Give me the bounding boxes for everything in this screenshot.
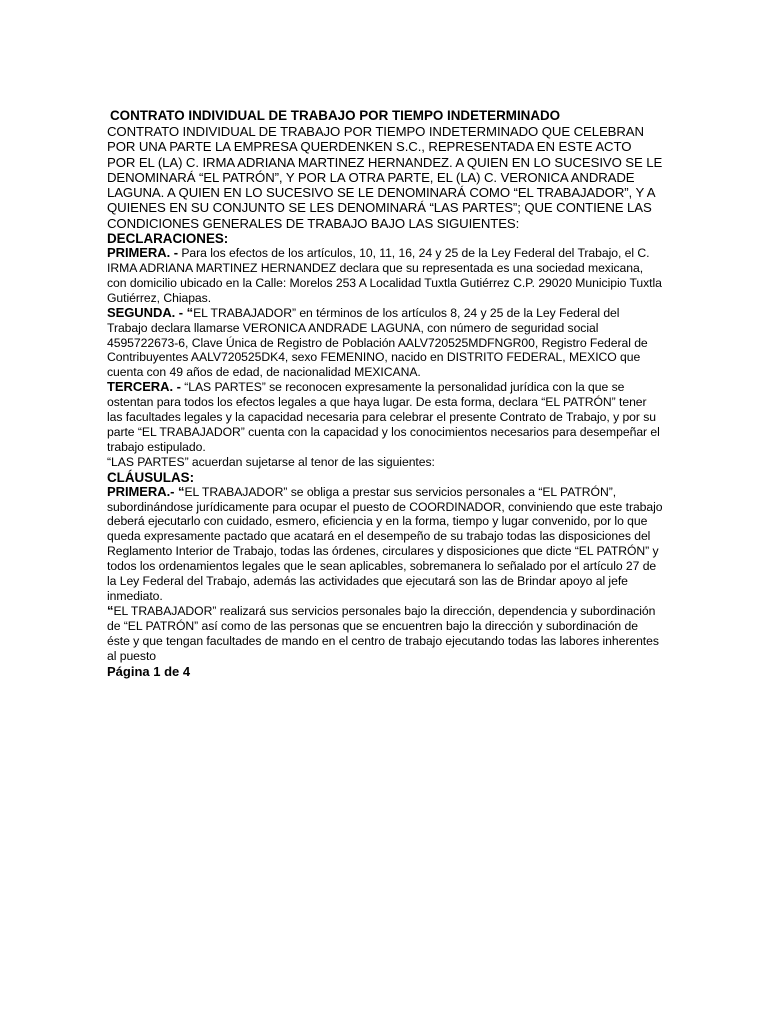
clausulas-heading: CLÁUSULAS: [107,469,195,485]
declaracion-primera [107,246,663,306]
clausula-second-text: EL TRABAJADOR” realizará sus servicios personales bajo la dirección, dependencia y subordinación de “EL PATRÓN” así como de las personas que se encuentren bajo la dirección y subordinación de éste y que tengan facultades de mando en el centro de trabajo ejecutando todas las labores inherentes al puesto [107,603,659,663]
declaracion-segunda-label: SEGUNDA. - “ [107,304,194,320]
clausula-second-lead: “ [107,602,114,618]
declaracion-tercera-text: “LAS PARTES” se reconocen expresamente la personalidad jurídica con la que se ostentan para todos los efectos legales a que haya lugar. De esta forma, declara “EL PATRÓN” tener las facultades legales y la capacidad necesaria para celebrar el presente Contrato de Trabajo, y por su parte “EL TRABAJADOR” cuenta con la capacidad y los conocimientos necesarios para desempeñar el trabajo estipulado. [107,380,660,454]
declaracion-tercera [107,380,663,455]
declaracion-primera-text: Para los efectos de los artículos, 10, 11, 16, 24 y 25 de la Ley Federal del Trabajo, el C. IRMA ADRIANA MARTINEZ HERNANDEZ declara que su representada es una sociedad mexicana, con domicilio ubicado en la Calle: Morelos 253 A Localidad Tuxtla Gutiérrez C.P. 29020 Municipio Tuxtla Gutiérrez, Chiapas. [107,246,662,305]
clausula-primera-text: EL TRABAJADOR” se obliga a prestar sus servicios personales a “EL PATRÓN”, subordinándose jurídicamente para ocupar el puesto de COORDINADOR, conviniendo que este trabajo deberá ejecutarlo con cuidado, esmero, eficiencia y en la forma, tiempo y lugar convenido, por lo que queda expresamente pactado que acatará en el desempeño de su trabajo todas las disposiciones del Reglamento Interior de Trabajo, todas las órdenes, circulares y disposiciones que dicte “EL PATRÓN” y todos los ordenamientos legales que le sean aplicables, sobremanera lo señalado por el artículo 27 de la Ley Federal del Trabajo, además las actividades que ejecutará son las de Brindar apoyo al jefe inmediato. [107,484,663,604]
clausula-primera [107,485,663,604]
declaraciones-heading: DECLARACIONES: [107,231,229,247]
page-number: Página 1 de 4 [107,663,191,679]
clausula-second-paragraph [107,604,663,664]
declaracion-primera-label: PRIMERA. - [107,245,179,261]
declaracion-tercera-label: TERCERA. - [107,379,181,395]
declaraciones-closing: “LAS PARTES” acuerdan sujetarse al tenor de las siguientes: [107,454,435,469]
clausula-primera-label: PRIMERA.- “ [107,483,185,499]
document-title: CONTRATO INDIVIDUAL DE TRABAJO POR TIEMPO INDETERMINADO [110,108,561,123]
contract-document [107,108,663,679]
declaracion-segunda-text: EL TRABAJADOR” en términos de los artículos 8, 24 y 25 de la Ley Federal del Trabajo declara llamarse VERONICA ANDRADE LAGUNA, con número de seguridad social 4595722673-6, Clave Única de Registro de Población AALV720525MDFNGR00, Registro Federal de Contribuyentes AALV720525DK4, sexo FEMENINO, nacido en DISTRITO FEDERAL, MEXICO que cuenta con 49 años de edad, de nacionalidad MEXICANA. [107,305,648,380]
intro-paragraph: CONTRATO INDIVIDUAL DE TRABAJO POR TIEMPO INDETERMINADO QUE CELEBRAN POR UNA PARTE LA EMPRESA QUERDENKEN S.C., REPRESENTADA EN ESTE ACTO POR EL (LA) C. IRMA ADRIANA MARTINEZ HERNANDEZ. A QUIEN EN LO SUCESIVO SE LE DENOMINARÁ “EL PATRÓN”, Y POR LA OTRA PARTE, EL (LA) C. VERONICA ANDRADE LAGUNA. A QUIEN EN LO SUCESIVO SE LE DENOMINARÁ COMO “EL TRABAJADOR”, Y A QUIENES EN SU CONJUNTO SE LES DENOMINARÁ “LAS PARTES”; QUE CONTIENE LAS CONDICIONES GENERALES DE TRABAJO BAJO LAS SIGUIENTES: [107,124,663,231]
declaracion-segunda [107,306,663,381]
